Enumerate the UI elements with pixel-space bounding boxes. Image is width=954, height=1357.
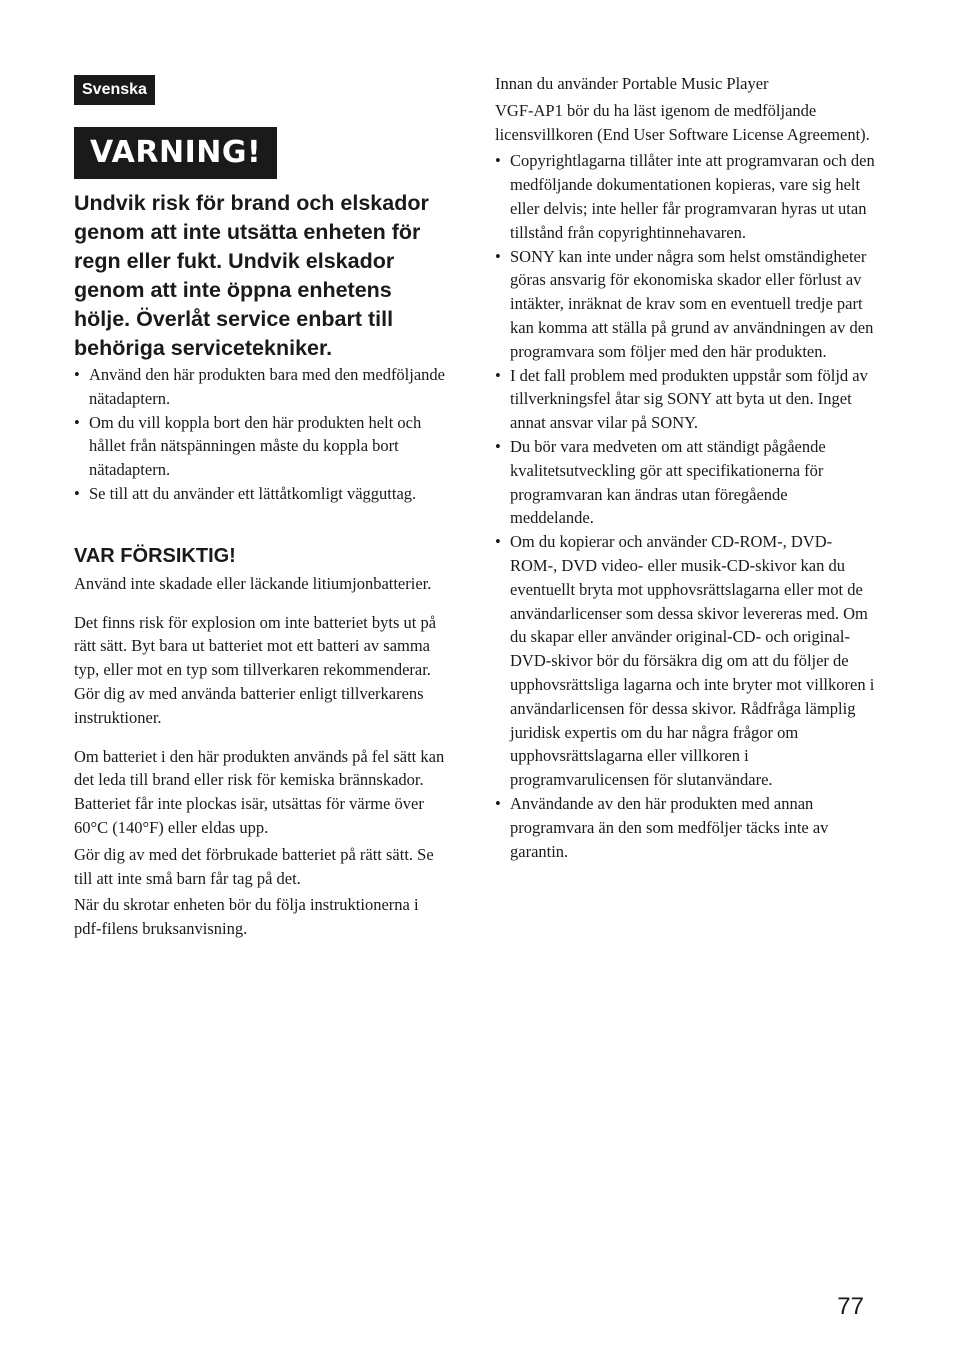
list-item: • Om du kopierar och använder CD-ROM-, DVD-ROM-, DVD video- eller musik-CD-skivor kan du eventuellt bryta mot upphovsrättslagarna eller mot de användarlicenser som dessa skivor levereras med. Om du skapar eller använder original-CD- och original-DVD-skivor bör du försäkra dig om att du följer de upphovsrättsliga lagarna och inte bryter mot villkoren i användarlicensen för dessa skivor. Rådfråga lämplig juridisk expertis om du har några frågor om upphovsrättslagarna eller villkoren i programvarulicensen för slutanvändare. [495, 530, 875, 792]
list-item: • Copyrightlagarna tillåter inte att programvaran och den medföljande dokumentationen kopieras, vare sig helt eller delvis; inte heller får programvaran hyras ut utan tillstånd från copyrightinnehavaren. [495, 149, 875, 244]
warning-text: Undvik risk för brand och elskador genom att inte utsätta enheten för regn eller fukt. Undvik elskador genom att inte öppna enhetens hölje. Överlåt service enbart till behöriga servicetekniker. [74, 191, 429, 360]
warning-title: VARNING! [74, 127, 277, 179]
caution-paragraph: Det finns risk för explosion om inte batteriet byts ut på rätt sätt. Byt bara ut batteriet mot ett batteri av samma typ, eller mot en typ som tillverkaren rekommenderar. Gör dig av med använda batterier enligt tillverkarens instruktioner. [74, 612, 437, 727]
license-bullet-list [495, 149, 875, 863]
caution-paragraph: Gör dig av med det förbrukade batteriet på rätt sätt. Se till att inte små barn får tag på det. [74, 844, 434, 888]
right-column [495, 72, 875, 863]
caution-paragraph: När du skrotar enheten bör du följa instruktionerna i pdf-filens bruksanvisning. [74, 895, 419, 939]
license-intro-text: VGF-AP1 bör du ha läst igenom de medföljande licensvillkoren (End User Software License Agreement). [495, 100, 870, 144]
caution-paragraph: Använd inte skadade eller läckande litiumjonbatterier. [74, 573, 432, 593]
safety-bullet-list [74, 363, 446, 506]
list-item: • Använd den här produkten bara med den medföljande nätadaptern. [74, 363, 446, 411]
list-item: • Användande av den här produkten med annan programvara än den som medföljer täcks inte av garantin. [495, 792, 875, 863]
license-intro-line: Innan du använder Portable Music Player [495, 74, 769, 93]
list-item: • I det fall problem med produkten uppstår som följd av tillverkningsfel åtar sig SONY att byta ut den. Inget annat ansvar vilar på SONY. [495, 364, 875, 435]
caution-heading: VAR FÖRSIKTIG! [74, 544, 236, 567]
page-number: 77 [837, 1293, 864, 1320]
list-item: • Om du vill koppla bort den här produkten helt och hållet från nätspänningen måste du koppla bort nätadaptern. [74, 411, 446, 482]
list-item: • SONY kan inte under några som helst omständigheter göras ansvarig för ekonomiska skador eller förlust av intäkter, inräknat de krav som en eventuell tredje part kan komma att ställa på grund av användningen av den programvara som följer med den här produkten. [495, 245, 875, 364]
caution-paragraph: Om batteriet i den här produkten används på fel sätt kan det leda till brand eller risk för kemiska brännskador. Batteriet får inte plockas isär, utsättas för värme över 60°C (140°F) eller eldas upp. [74, 746, 445, 837]
list-item: • Se till att du använder ett lättåtkomligt vägguttag. [74, 482, 446, 506]
language-tab: Svenska [74, 75, 155, 105]
left-column [74, 75, 446, 941]
list-item: • Du bör vara medveten om att ständigt pågående kvalitetsutveckling gör att specifikationerna för programvaran kan ändras utan föregående meddelande. [495, 435, 875, 530]
